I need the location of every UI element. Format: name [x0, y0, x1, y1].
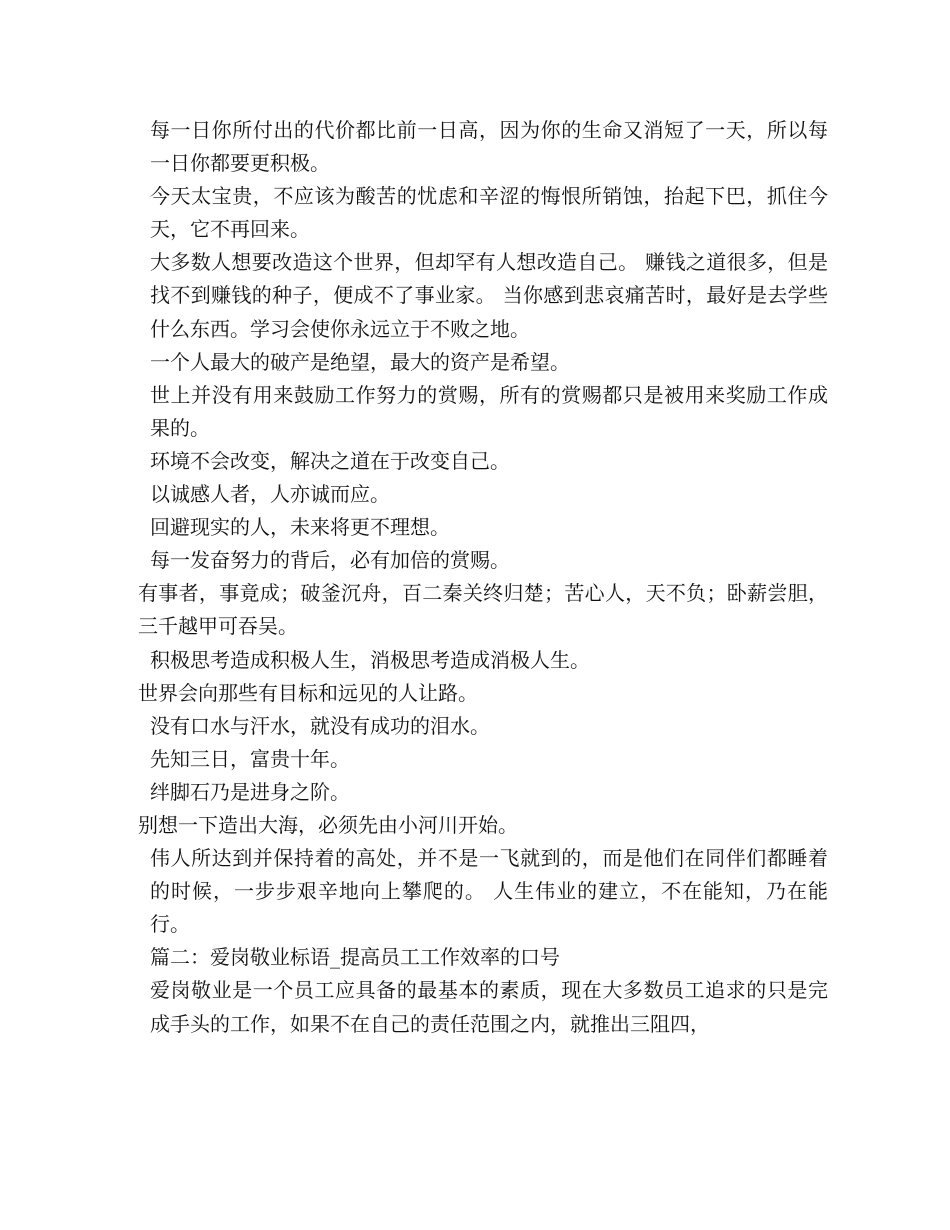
paragraph: 每一日你所付出的代价都比前一日高，因为你的生命又消短了一天，所以每一日你都要更积极。	[150, 118, 828, 176]
paragraph: 世上并没有用来鼓励工作努力的赏赐，所有的赏赐都只是被用来奖励工作成果的。	[150, 382, 828, 440]
paragraph: 以诚感人者，人亦诚而应。	[150, 482, 390, 507]
paragraph: 先知三日，富贵十年。	[150, 746, 350, 771]
paragraph: 今天太宝贵，不应该为酸苦的忧虑和辛涩的悔恨所销蚀，抬起下巴，抓住今天，它不再回来。	[150, 184, 828, 242]
paragraph: 一个人最大的破产是绝望，最大的资产是希望。	[150, 349, 570, 374]
paragraph: 环境不会改变，解决之道在于改变自己。	[150, 448, 510, 473]
paragraph: 每一发奋努力的背后，必有加倍的赏赐。	[150, 548, 510, 573]
paragraph: 世界会向那些有目标和远见的人让路。	[138, 680, 478, 705]
paragraph: 绊脚石乃是进身之阶。	[150, 779, 350, 804]
paragraph: 大多数人想要改造这个世界，但却罕有人想改造自己。 赚钱之道很多，但是找不到赚钱的种子，便成不了事业家。 当你感到悲哀痛苦时，最好是去学些什么东西。学习会使你永远立于不败之地。	[150, 250, 828, 341]
paragraph: 爱岗敬业是一个员工应具备的最基本的素质，现在大多数员工追求的只是完成手头的工作，如果不在自己的责任范围之内，就推出三阻四，	[150, 978, 828, 1036]
section-heading: 篇二：爱岗敬业标语_提高员工工作效率的口号	[150, 945, 560, 970]
paragraph: 没有口水与汗水，就没有成功的泪水。	[150, 713, 490, 738]
paragraph: 别想一下造出大海，必须先由小河川开始。	[138, 812, 518, 837]
paragraph: 积极思考造成积极人生，消极思考造成消极人生。	[150, 647, 590, 672]
document-body	[138, 114, 828, 1041]
paragraph: 伟人所达到并保持着的高处，并不是一飞就到的，而是他们在同伴们都睡着的时候，一步步艰辛地向上攀爬的。 人生伟业的建立，不在能知，乃在能行。	[150, 846, 828, 937]
paragraph: 有事者，事竟成；破釜沉舟，百二秦关终归楚；苦心人，天不负；卧薪尝胆，三千越甲可吞吴。	[138, 581, 828, 639]
paragraph: 回避现实的人，未来将更不理想。	[150, 515, 450, 540]
